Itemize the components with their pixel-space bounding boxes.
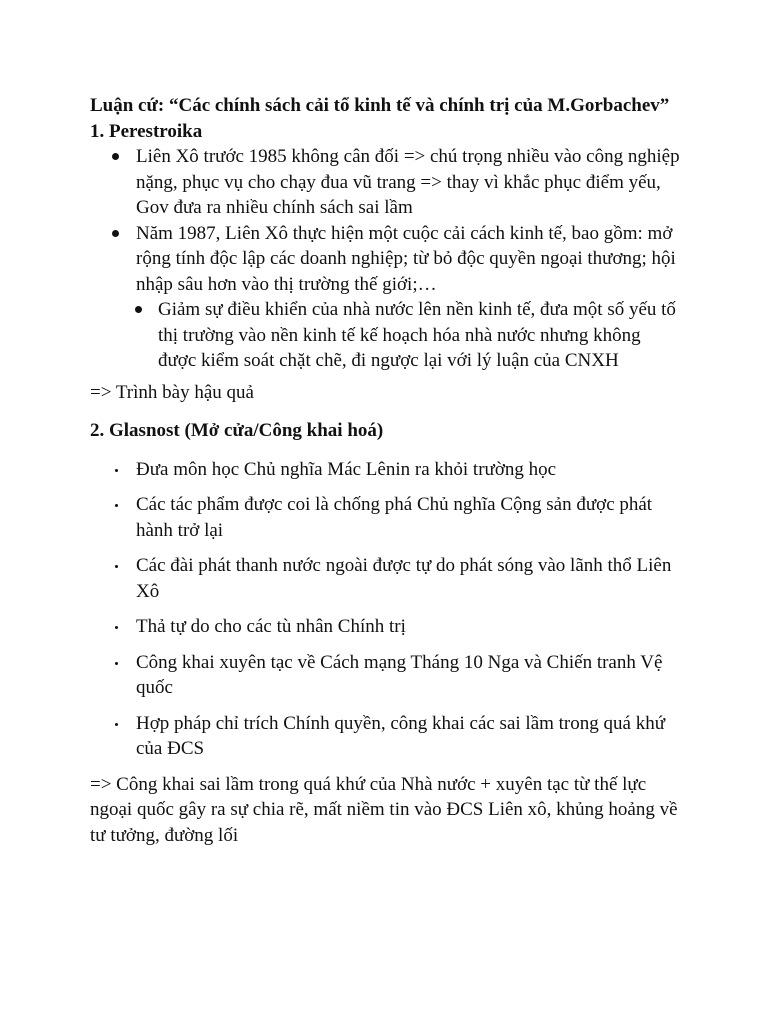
list-item: Đưa môn học Chủ nghĩa Mác Lênin ra khỏi trường học	[90, 457, 680, 483]
list-item: Thả tự do cho các tù nhân Chính trị	[90, 614, 680, 640]
list-item: Hợp pháp chỉ trích Chính quyền, công khai các sai lầm trong quá khứ của ĐCS	[90, 711, 680, 762]
section-heading-glasnost: 2. Glasnost (Mở cửa/Công khai hoá)	[90, 420, 384, 441]
perestroika-sub-bullet-list	[135, 297, 680, 374]
glasnost-conclusion: => Công khai sai lầm trong quá khứ của Nhà nước + xuyên tạc từ thế lực ngoại quốc gây ra sự chia rẽ, mất niềm tin vào ĐCS Liên xô, khủng hoảng về tư tưởng, đường lối	[90, 773, 678, 846]
document-page	[90, 93, 680, 848]
document-title: Luận cứ: “Các chính sách cải tổ kinh tế và chính trị của M.Gorbachev”	[90, 95, 670, 116]
list-item: Liên Xô trước 1985 không cân đối => chú trọng nhiều vào công nghiệp nặng, phục vụ cho chạy đua vũ trang => thay vì khắc phục điểm yếu, Gov đưa ra nhiều chính sách sai lầm	[90, 144, 680, 221]
list-item: Năm 1987, Liên Xô thực hiện một cuộc cải cách kinh tế, bao gồm: mở rộng tính độc lập các doanh nghiệp; từ bỏ độc quyền ngoại thương; hội nhập sâu hơn vào thị trường thế giới;…	[90, 221, 680, 298]
section-heading-perestroika: 1. Perestroika	[90, 120, 203, 142]
list-item: Công khai xuyên tạc về Cách mạng Tháng 10 Nga và Chiến tranh Vệ quốc	[90, 650, 680, 701]
list-item: Các đài phát thanh nước ngoài được tự do phát sóng vào lãnh thổ Liên Xô	[90, 553, 680, 604]
glasnost-bullet-list	[90, 457, 680, 762]
perestroika-conclusion: => Trình bày hậu quả	[90, 381, 254, 403]
list-item: Giảm sự điều khiển của nhà nước lên nền kinh tế, đưa một số yếu tố thị trường vào nền kinh tế kế hoạch hóa nhà nước nhưng không được kiểm soát chặt chẽ, đi ngược lại với lý luận của CNXH	[135, 297, 680, 374]
list-item: Các tác phẩm được coi là chống phá Chủ nghĩa Cộng sản được phát hành trở lại	[90, 492, 680, 543]
perestroika-bullet-list	[90, 144, 680, 297]
